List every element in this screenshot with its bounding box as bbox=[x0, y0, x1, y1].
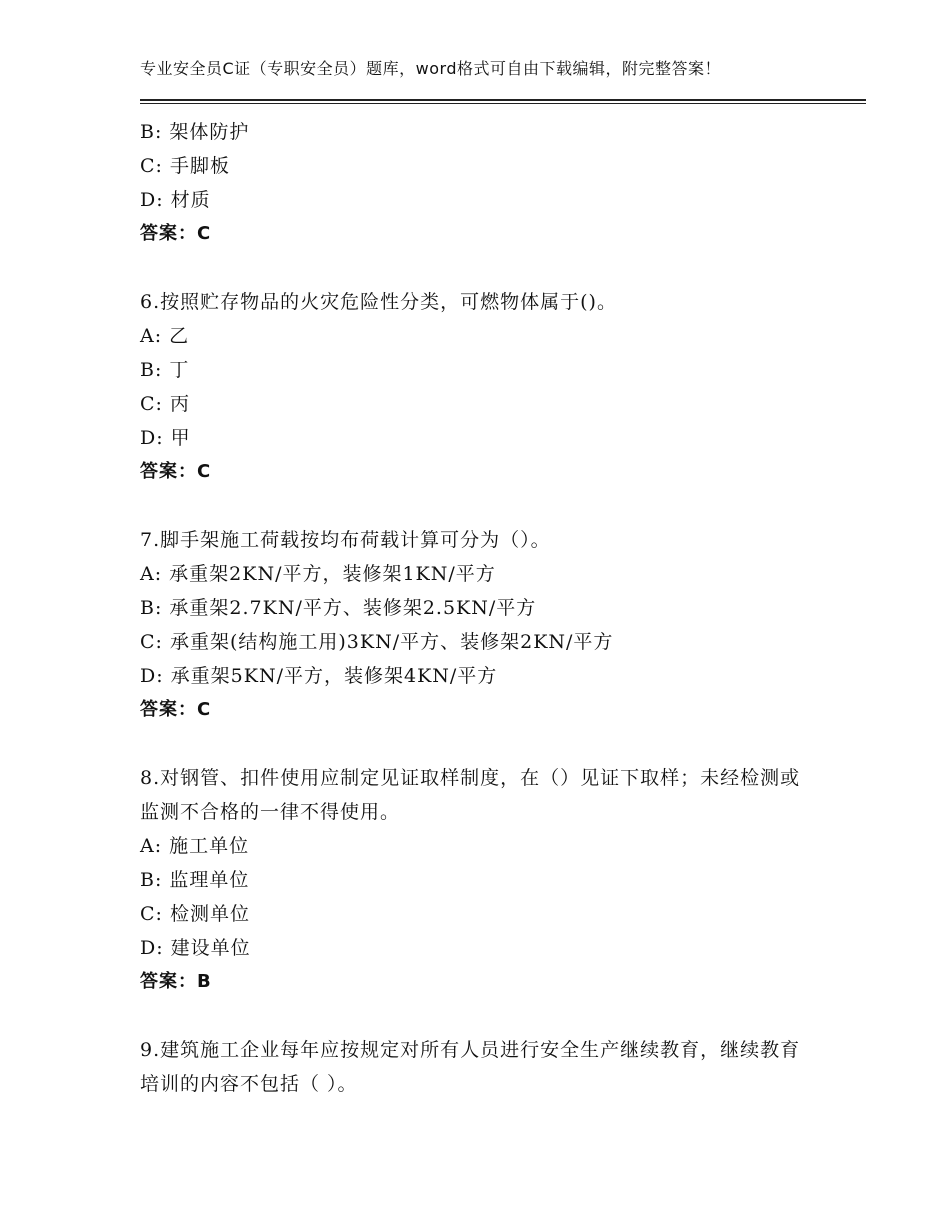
header-rule-thin bbox=[140, 103, 866, 104]
answer: 答案：C bbox=[140, 699, 212, 720]
question-stem: 9.建筑施工企业每年应按规定对所有人员进行安全生产继续教育，继续教育培训的内容不包括（ ）。 bbox=[140, 1039, 801, 1095]
option-b: B: 丁 bbox=[140, 359, 190, 381]
option-b: B: 承重架2.7KN/平方、装修架2.5KN/平方 bbox=[140, 597, 537, 619]
option-d: D: 甲 bbox=[140, 427, 191, 449]
option-a: A: 乙 bbox=[140, 325, 190, 347]
question-5-continued bbox=[140, 115, 810, 251]
answer: 答案：C bbox=[140, 461, 212, 482]
option-d: D: 建设单位 bbox=[140, 937, 251, 959]
answer: 答案：B bbox=[140, 971, 212, 992]
question-6 bbox=[140, 285, 810, 489]
question-7 bbox=[140, 523, 810, 727]
option-b: B: 监理单位 bbox=[140, 869, 250, 891]
option-a: A: 承重架2KN/平方，装修架1KN/平方 bbox=[140, 563, 496, 585]
option-d: D: 材质 bbox=[140, 189, 211, 211]
question-stem: 8.对钢管、扣件使用应制定见证取样制度，在（）见证下取样；未经检测或监测不合格的一律不得使用。 bbox=[140, 767, 801, 823]
option-c: C: 丙 bbox=[140, 393, 190, 415]
option-b: B: 架体防护 bbox=[140, 121, 250, 143]
option-d: D: 承重架5KN/平方，装修架4KN/平方 bbox=[140, 665, 498, 687]
question-stem: 6.按照贮存物品的火灾危险性分类，可燃物体属于()。 bbox=[140, 291, 617, 313]
question-9 bbox=[140, 1033, 810, 1101]
question-8 bbox=[140, 761, 810, 999]
option-c: C: 检测单位 bbox=[140, 903, 250, 925]
option-c: C: 手脚板 bbox=[140, 155, 230, 177]
question-stem: 7.脚手架施工荷载按均布荷载计算可分为（）。 bbox=[140, 529, 551, 551]
option-a: A: 施工单位 bbox=[140, 835, 250, 857]
document-header: 专业安全员C证（专职安全员）题库，word格式可自由下载编辑，附完整答案！ bbox=[140, 59, 722, 78]
option-c: C: 承重架(结构施工用)3KN/平方、装修架2KN/平方 bbox=[140, 631, 614, 653]
header-rule-thick bbox=[140, 99, 866, 101]
question-list bbox=[140, 115, 810, 1101]
answer: 答案：C bbox=[140, 223, 212, 244]
